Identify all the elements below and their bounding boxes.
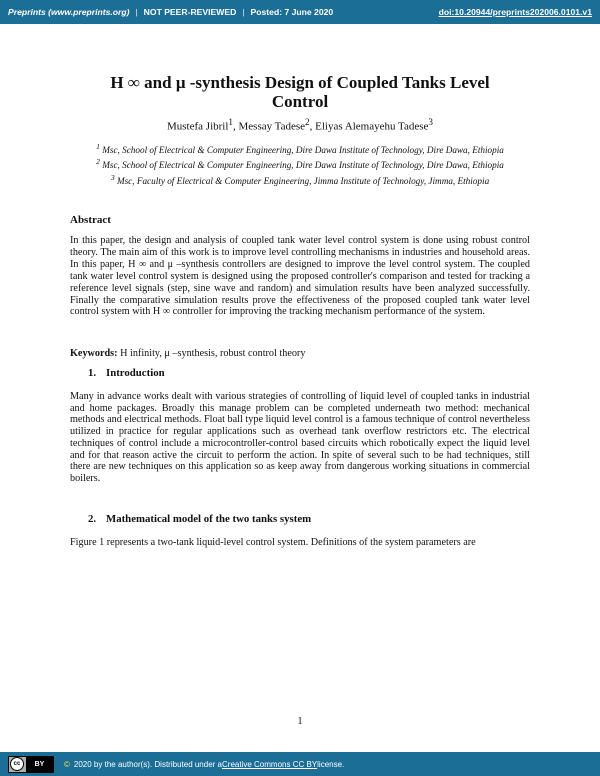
affiliation (70, 172, 530, 187)
copyright-icon: © (64, 759, 70, 769)
paper-title-line2: Control (271, 92, 329, 111)
affiliation-text: Msc, School of Electrical & Computer Engineering, Dire Dawa Institute of Technology, Dire Dawa, Ethiopia (102, 160, 504, 171)
affiliation-text: Msc, School of Electrical & Computer Engineering, Dire Dawa Institute of Technology, Dire Dawa, Ethiopia (102, 145, 504, 156)
author-separator: , (233, 120, 239, 133)
page-number: 1 (297, 716, 303, 727)
header-separator: | (135, 7, 138, 17)
section-heading-mathematical-model (88, 513, 311, 525)
author-affiliation-sup: 1 (228, 117, 233, 127)
section-title: Introduction (106, 367, 165, 379)
footer-text-after: license. (317, 759, 345, 769)
not-peer-reviewed-label: NOT PEER-REVIEWED (143, 7, 237, 17)
affiliation-sup: 2 (96, 157, 100, 167)
affiliation-sup: 3 (110, 172, 115, 182)
section-number: 2. (88, 513, 97, 525)
by-icon: BY (26, 757, 53, 772)
paper-title (60, 73, 540, 111)
affiliation (70, 141, 530, 156)
license-footer-bar (0, 752, 600, 776)
author-name: Messay Tadese (238, 120, 306, 133)
introduction-paragraph: Many in advance works dealt with various strategies of controlling of liquid level of coupled tanks in industrial and home packages. Broadly this manage problem can be completed underneath two method: mechanical methods and electrical methods. Float ball type liquid level control is a famous technique of control nevertheless utilized in practice for regular applications such as overhead tank overflow restrictors etc. The electrical techniques of control include a microcontroller-control based circuits which robotically expect the liquid level and for that reason active the circuit to perform the action. In spite of several such to be had techniques, still there are new techniques on this application so as keep away from dangerous working situations in commercial boilers. (70, 391, 530, 484)
paper-title-line1: H ∞ and μ -synthesis Design of Coupled Tanks Level (110, 73, 490, 92)
section-title: Mathematical model of the two tanks system (106, 513, 312, 525)
cc-icon: cc (10, 757, 24, 771)
doi-link[interactable]: doi:10.20944/preprints202006.0101.v1 (438, 7, 592, 17)
posted-date: Posted: 7 June 2020 (250, 7, 334, 17)
abstract-heading: Abstract (70, 214, 111, 226)
header-separator: | (242, 7, 245, 17)
affiliation-list (70, 141, 530, 187)
author-separator: , (309, 120, 316, 133)
preprints-brand-link[interactable]: Preprints (www.preprints.org) (8, 7, 130, 17)
keywords-text: H infinity, μ –synthesis, robust control theory (117, 348, 306, 359)
author-name: Mustefa Jibril (167, 120, 229, 133)
creative-commons-badge[interactable] (8, 756, 54, 773)
author-affiliation-sup: 3 (428, 117, 433, 127)
footer-text-before: 2020 by the author(s). Distributed under a (73, 759, 222, 769)
keywords-line (70, 348, 530, 359)
abstract-text: In this paper, the design and analysis of coupled tank water level control system is done using robust control theory. The main aim of this work is to improve level controlling mechanisms in industries and household areas. In this paper, H ∞ and μ –synthesis controllers are designed to improve the level control system. The coupled tank water level control system is designed using the proposed controller's comparison and tested for tracking a reference level signals (step, sine wave and random) and simulation results have been analyzed successfully. Finally the comparative simulation results prove the effectiveness of the proposed coupled tank water level control system with H ∞ controller for improving the tracking mechanism performance of the system. (70, 235, 530, 318)
section-number: 1. (88, 367, 97, 379)
figure-description-paragraph: Figure 1 represents a two-tank liquid-level control system. Definitions of the system parameters are (70, 537, 476, 548)
author-list (60, 117, 540, 133)
affiliation-sup: 1 (96, 142, 100, 151)
author-affiliation-sup: 2 (305, 117, 310, 127)
affiliation (70, 156, 530, 171)
author-name: Eliyas Alemayehu Tadese (315, 120, 429, 133)
affiliation-text: Msc, Faculty of Electrical & Computer Engineering, Jimma Institute of Technology, Jimma, Ethiopia (116, 175, 490, 186)
preprint-header-bar (0, 0, 600, 24)
license-link[interactable]: Creative Commons CC BY (222, 759, 318, 769)
section-heading-introduction (88, 367, 165, 379)
keywords-label: Keywords: (70, 348, 118, 359)
